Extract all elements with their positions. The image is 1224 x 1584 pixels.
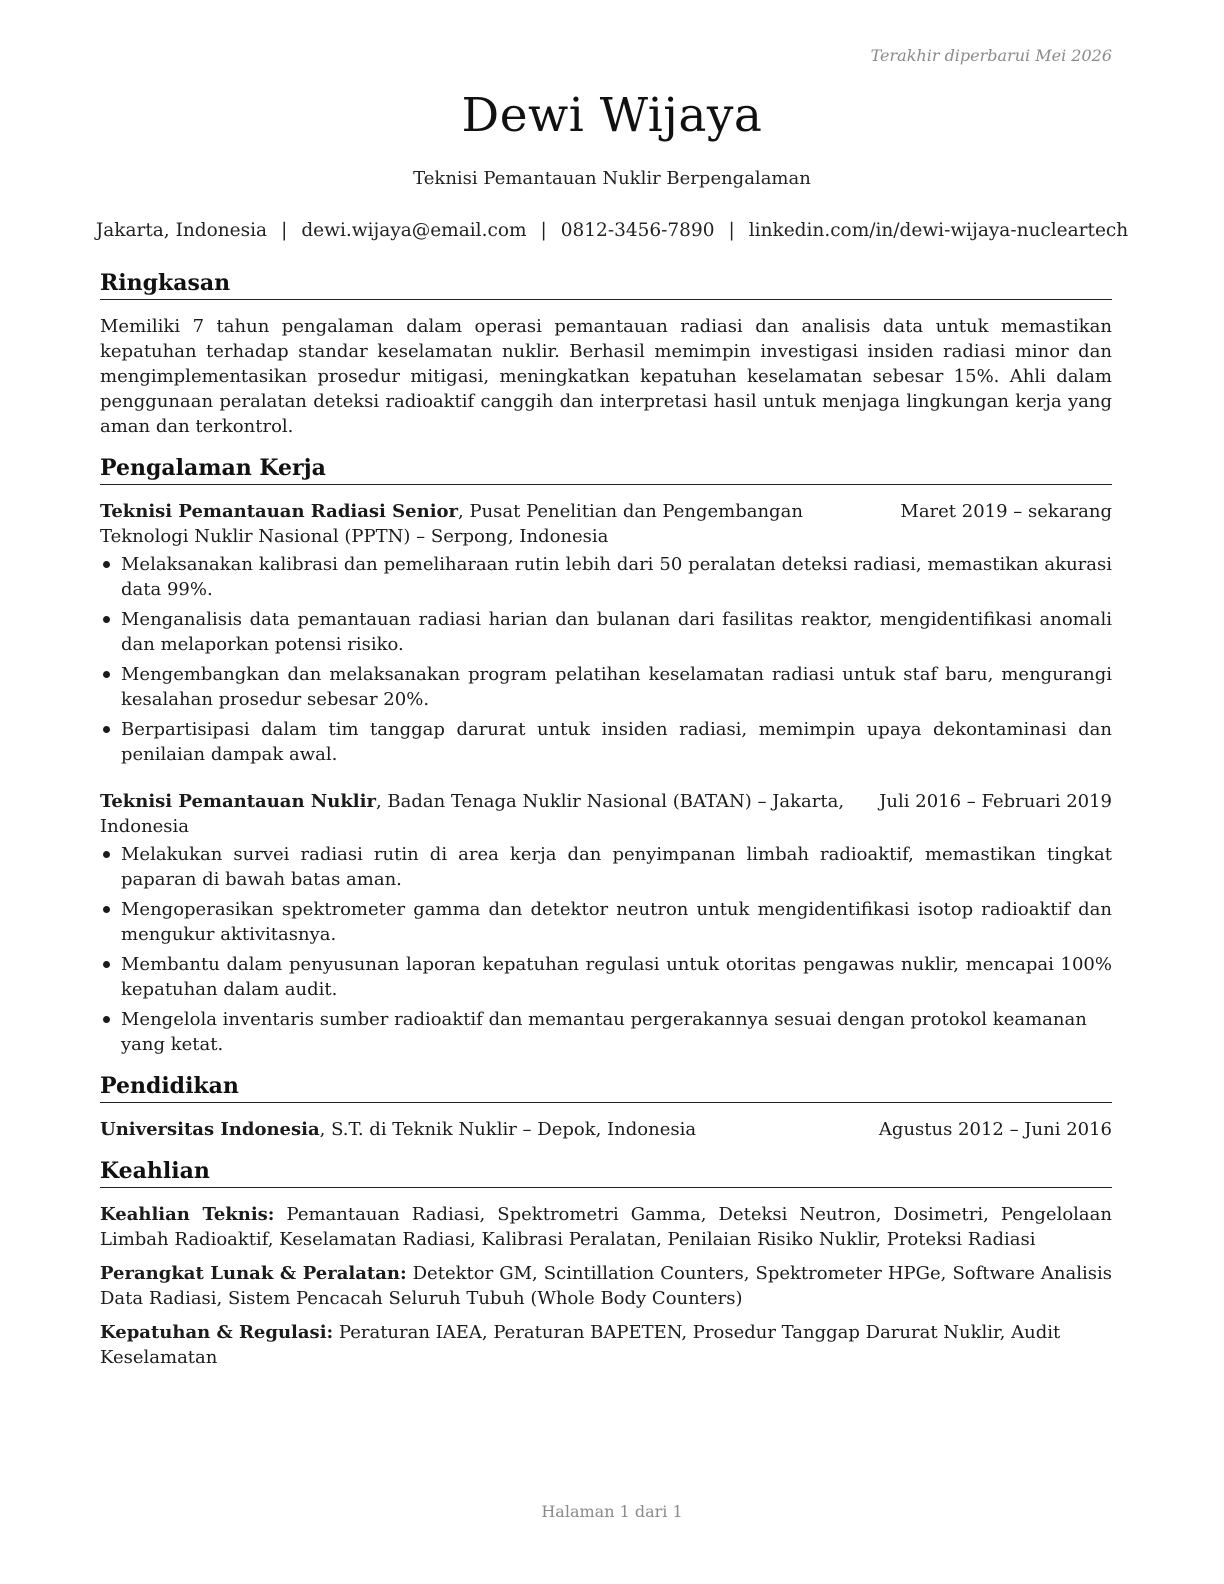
candidate-headline: Teknisi Pemantauan Nuklir Berpengalaman xyxy=(413,168,811,189)
list-item: Membantu dalam penyusunan laporan kepatuhan regulasi untuk otoritas pengawas nuklir, mencapai 100% kepatuhan dalam audit. xyxy=(100,952,1112,1002)
list-item: Melakukan survei radiasi rutin di area kerja dan penyimpanan limbah radioaktif, memastikan tingkat paparan di bawah batas aman. xyxy=(100,842,1112,892)
skill-label: Keahlian Teknis: xyxy=(100,1204,275,1225)
job-header xyxy=(100,499,1112,549)
education-school: Universitas Indonesia xyxy=(100,1119,320,1140)
contact-location: Jakarta, Indonesia xyxy=(95,220,268,241)
skill-label: Kepatuhan & Regulasi: xyxy=(100,1322,334,1343)
job-entry xyxy=(100,789,1112,1057)
last-updated: Terakhir diperbarui Mei 2026 xyxy=(870,46,1112,65)
job-title: Teknisi Pemantauan Radiasi Senior xyxy=(100,501,459,522)
job-dates: Juli 2016 – Februari 2019 xyxy=(879,791,1112,812)
section-title-summary: Ringkasan xyxy=(100,268,1112,300)
contact-separator: | xyxy=(728,220,735,241)
skill-text: Peraturan IAEA, Peraturan BAPETEN, Prosedur Tanggap Darurat Nuklir, Audit Keselamatan xyxy=(100,1322,1061,1368)
candidate-name: Dewi Wijaya xyxy=(461,88,763,143)
job-organization: , Pusat Penelitian dan Pengembangan Teknologi Nuklir Nasional (PPTN) – Serpong, Indonesia xyxy=(100,501,803,547)
skill-group xyxy=(100,1320,1112,1370)
summary-text: Memiliki 7 tahun pengalaman dalam operasi pemantauan radiasi dan analisis data untuk memastikan kepatuhan terhadap standar keselamatan nuklir. Berhasil memimpin investigasi insiden radiasi minor dan mengimplementasikan prosedur mitigasi, meningkatkan kepatuhan keselamatan sebesar 15%. Ahli dalam penggunaan peralatan deteksi radioaktif canggih dan interpretasi hasil untuk menjaga lingkungan kerja yang aman dan terkontrol. xyxy=(100,316,1112,437)
skill-group xyxy=(100,1202,1112,1252)
job-bullets xyxy=(100,552,1112,767)
list-item: Mengoperasikan spektrometer gamma dan detektor neutron untuk mengidentifikasi isotop radioaktif dan mengukur aktivitasnya. xyxy=(100,897,1112,947)
section-title-experience: Pengalaman Kerja xyxy=(100,453,1112,485)
job-entry xyxy=(100,499,1112,767)
contact-separator: | xyxy=(281,220,288,241)
education-dates: Agustus 2012 – Juni 2016 xyxy=(878,1119,1112,1140)
job-role xyxy=(100,789,879,839)
skill-text: Pemantauan Radiasi, Spektrometri Gamma, Deteksi Neutron, Dosimetri, Pengelolaan Limbah Radioaktif, Keselamatan Radiasi, Kalibrasi Peralatan, Penilaian Risiko Nuklir, Proteksi Radiasi xyxy=(100,1204,1112,1250)
education-entry xyxy=(100,1117,1112,1142)
skills-list xyxy=(100,1202,1112,1370)
section-title-education: Pendidikan xyxy=(100,1071,1112,1103)
skill-text: Detektor GM, Scintillation Counters, Spektrometer HPGe, Software Analisis Data Radiasi, Sistem Pencacah Seluruh Tubuh (Whole Body Counters) xyxy=(100,1263,1112,1309)
job-organization: , Badan Tenaga Nuklir Nasional (BATAN) – Jakarta, Indonesia xyxy=(100,791,845,837)
list-item: Melaksanakan kalibrasi dan pemeliharaan rutin lebih dari 50 peralatan deteksi radiasi, memastikan akurasi data 99%. xyxy=(100,552,1112,602)
contact-separator: | xyxy=(540,220,547,241)
education-school-line xyxy=(100,1117,879,1142)
job-dates: Maret 2019 – sekarang xyxy=(900,501,1112,522)
list-item: Berpartisipasi dalam tim tanggap darurat untuk insiden radiasi, memimpin upaya dekontaminasi dan penilaian dampak awal. xyxy=(100,717,1112,767)
contact-email[interactable]: dewi.wijaya@email.com xyxy=(301,220,527,241)
contact-linkedin[interactable]: linkedin.com/in/dewi-wijaya-nucleartech xyxy=(748,220,1129,241)
job-header xyxy=(100,789,1112,839)
job-role xyxy=(100,499,900,549)
resume-body xyxy=(100,268,1112,1379)
skill-group xyxy=(100,1261,1112,1311)
job-title: Teknisi Pemantauan Nuklir xyxy=(100,791,376,812)
list-item: Menganalisis data pemantauan radiasi harian dan bulanan dari fasilitas reaktor, mengidentifikasi anomali dan melaporkan potensi risiko. xyxy=(100,607,1112,657)
education-detail: , S.T. di Teknik Nuklir – Depok, Indonesia xyxy=(319,1119,697,1140)
job-bullets xyxy=(100,842,1112,1057)
list-item: Mengelola inventaris sumber radioaktif dan memantau pergerakannya sesuai dengan protokol keamanan yang ketat. xyxy=(100,1007,1112,1057)
page-number: Halaman 1 dari 1 xyxy=(541,1502,683,1521)
skill-label: Perangkat Lunak & Peralatan: xyxy=(100,1263,407,1284)
contact-phone: 0812-3456-7890 xyxy=(560,220,715,241)
section-title-skills: Keahlian xyxy=(100,1156,1112,1188)
contact-line xyxy=(0,220,1224,241)
list-item: Mengembangkan dan melaksanakan program pelatihan keselamatan radiasi untuk staf baru, mengurangi kesalahan prosedur sebesar 20%. xyxy=(100,662,1112,712)
